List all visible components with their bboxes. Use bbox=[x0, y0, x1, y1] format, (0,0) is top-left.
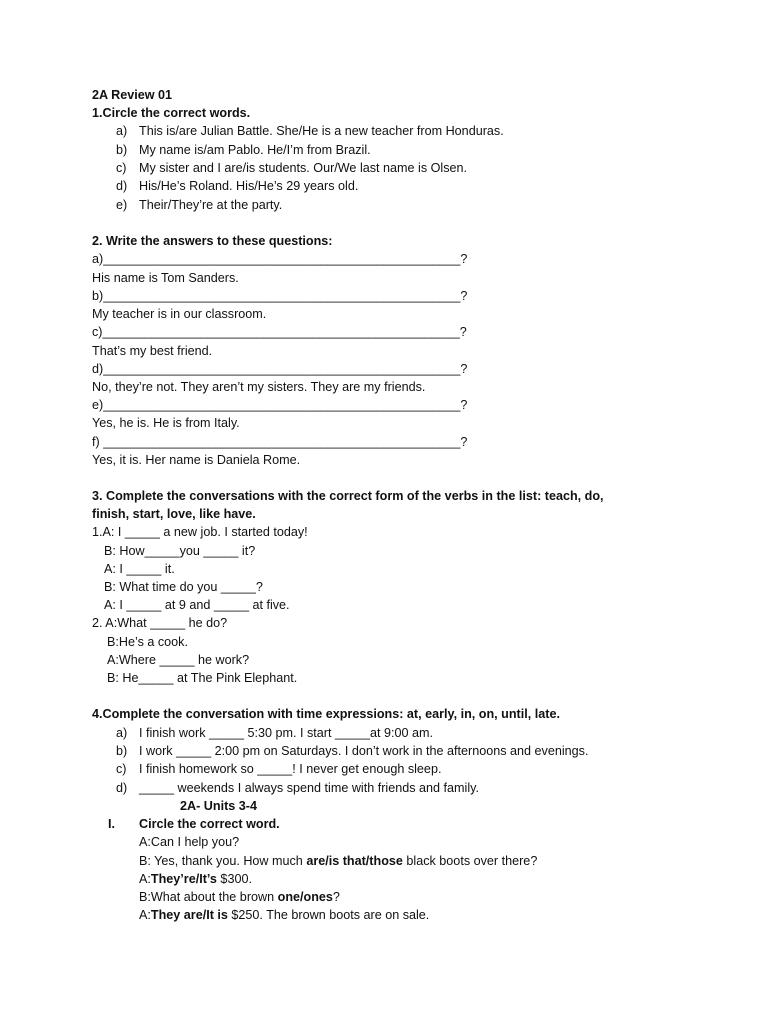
conversation-line: 2. A:What _____ he do? bbox=[92, 616, 228, 630]
conversation-line: 1.A: I _____ a new job. I started today! bbox=[92, 525, 308, 539]
dialogue-line: A:They are/It is $250. The brown boots are on sale. bbox=[139, 908, 430, 922]
section-1-title: 1.Circle the correct words. bbox=[92, 106, 251, 120]
section-3-title-cont: finish, start, love, like have. bbox=[92, 507, 256, 521]
answer-line: Yes, it is. Her name is Daniela Rome. bbox=[92, 453, 301, 467]
conversation-line: B: He_____ at The Pink Elephant. bbox=[107, 671, 298, 685]
dialogue-line: B:What about the brown one/ones? bbox=[139, 890, 340, 904]
conversation-line: B:He’s a cook. bbox=[107, 635, 188, 649]
section-4-title: 4.Complete the conversation with time expressions: at, early, in, on, until, late. bbox=[92, 707, 560, 721]
answer-line: His name is Tom Sanders. bbox=[92, 271, 239, 285]
answer-blank: a)___________________________________________________? bbox=[92, 252, 468, 266]
answer-blank: c)___________________________________________________? bbox=[92, 325, 467, 339]
answer-line: Yes, he is. He is from Italy. bbox=[92, 416, 240, 430]
conversation-line: A: I _____ at 9 and _____ at five. bbox=[104, 598, 290, 612]
answer-line: That’s my best friend. bbox=[92, 344, 213, 358]
units-header: 2A- Units 3-4 bbox=[180, 799, 257, 813]
answer-blank: f) ___________________________________________________? bbox=[92, 435, 468, 449]
page-header: 2A Review 01 bbox=[92, 88, 173, 102]
dialogue-line: A:They’re/It’s $300. bbox=[139, 872, 252, 886]
conversation-line: A:Where _____ he work? bbox=[107, 653, 250, 667]
conversation-line: B: What time do you _____? bbox=[104, 580, 263, 594]
dialogue-line: A:Can I help you? bbox=[139, 835, 240, 849]
answer-blank: d)___________________________________________________? bbox=[92, 362, 468, 376]
worksheet-page: 2A Review 01 1.Circle the correct words. a) This is/are Julian Battle. She/He is a new teacher from Honduras. b) My name is/am Pablo. He/I’m from Brazil. c) My sister and I are/is students. Our/We last name is Olsen. d) His/He’s Roland. His/He’s 29 years old. e) Their/They’re at the party. 2. Write the answers to these questions: a)___________________________________________________? His name is Tom Sanders. b)___________________________________________________? My teacher is in our classroom. c)___________________________________________________? That’s my best friend. d)___________________________________________________? No, they’re not. They aren’t my sisters. They are my friends. e)___________________________________________________? Yes, he is. He is from Italy. f) ___________________________________________________? Yes, it is. Her name is Daniela Rome. 3. Complete the conversations with the correct form of the verbs in the list: teach, do, finish, start, love, like have. 1.A: I _____ a new job. I started today! B: How_____you _____ it? A: I _____ it. B: What time do you _____? A: I _____ at 9 and _____ at five. 2. A:What _____ he do? B:He’s a cook. A:Where _____ he work? B: He_____ at The Pink Elephant. 4.Complete the conversation with time expressions: at, early, in, on, until, late. a) I finish work _____ 5:30 pm. I start _____at 9:00 am. b) I work _____ 2:00 pm on Saturdays. I don’t work in the afternoons and evenings. c) I finish homework so _____! I never get enough sleep. d) _____ weekends I always spend time with friends and family. 2A- Units 3-4 I. Circle the correct word. A:Can I help you? B: Yes, thank you. How much are/is that/those black boots over there? A:They’re/It’s $300. B:What about the brown one/ones? A:They are/It is $250. The brown boots are on sale. bbox=[92, 88, 604, 922]
answer-blank: b)___________________________________________________? bbox=[92, 289, 468, 303]
conversation-line: B: How_____you _____ it? bbox=[104, 544, 256, 558]
answer-line: No, they’re not. They aren’t my sisters. They are my friends. bbox=[92, 380, 426, 394]
answer-blank: e)___________________________________________________? bbox=[92, 398, 468, 412]
answer-line: My teacher is in our classroom. bbox=[92, 307, 267, 321]
dialogue-line: B: Yes, thank you. How much are/is that/those black boots over there? bbox=[139, 854, 538, 868]
section-2-title: 2. Write the answers to these questions: bbox=[92, 234, 333, 248]
section-3-title: 3. Complete the conversations with the correct form of the verbs in the list: teach, do, bbox=[92, 489, 604, 503]
conversation-line: A: I _____ it. bbox=[104, 562, 175, 576]
